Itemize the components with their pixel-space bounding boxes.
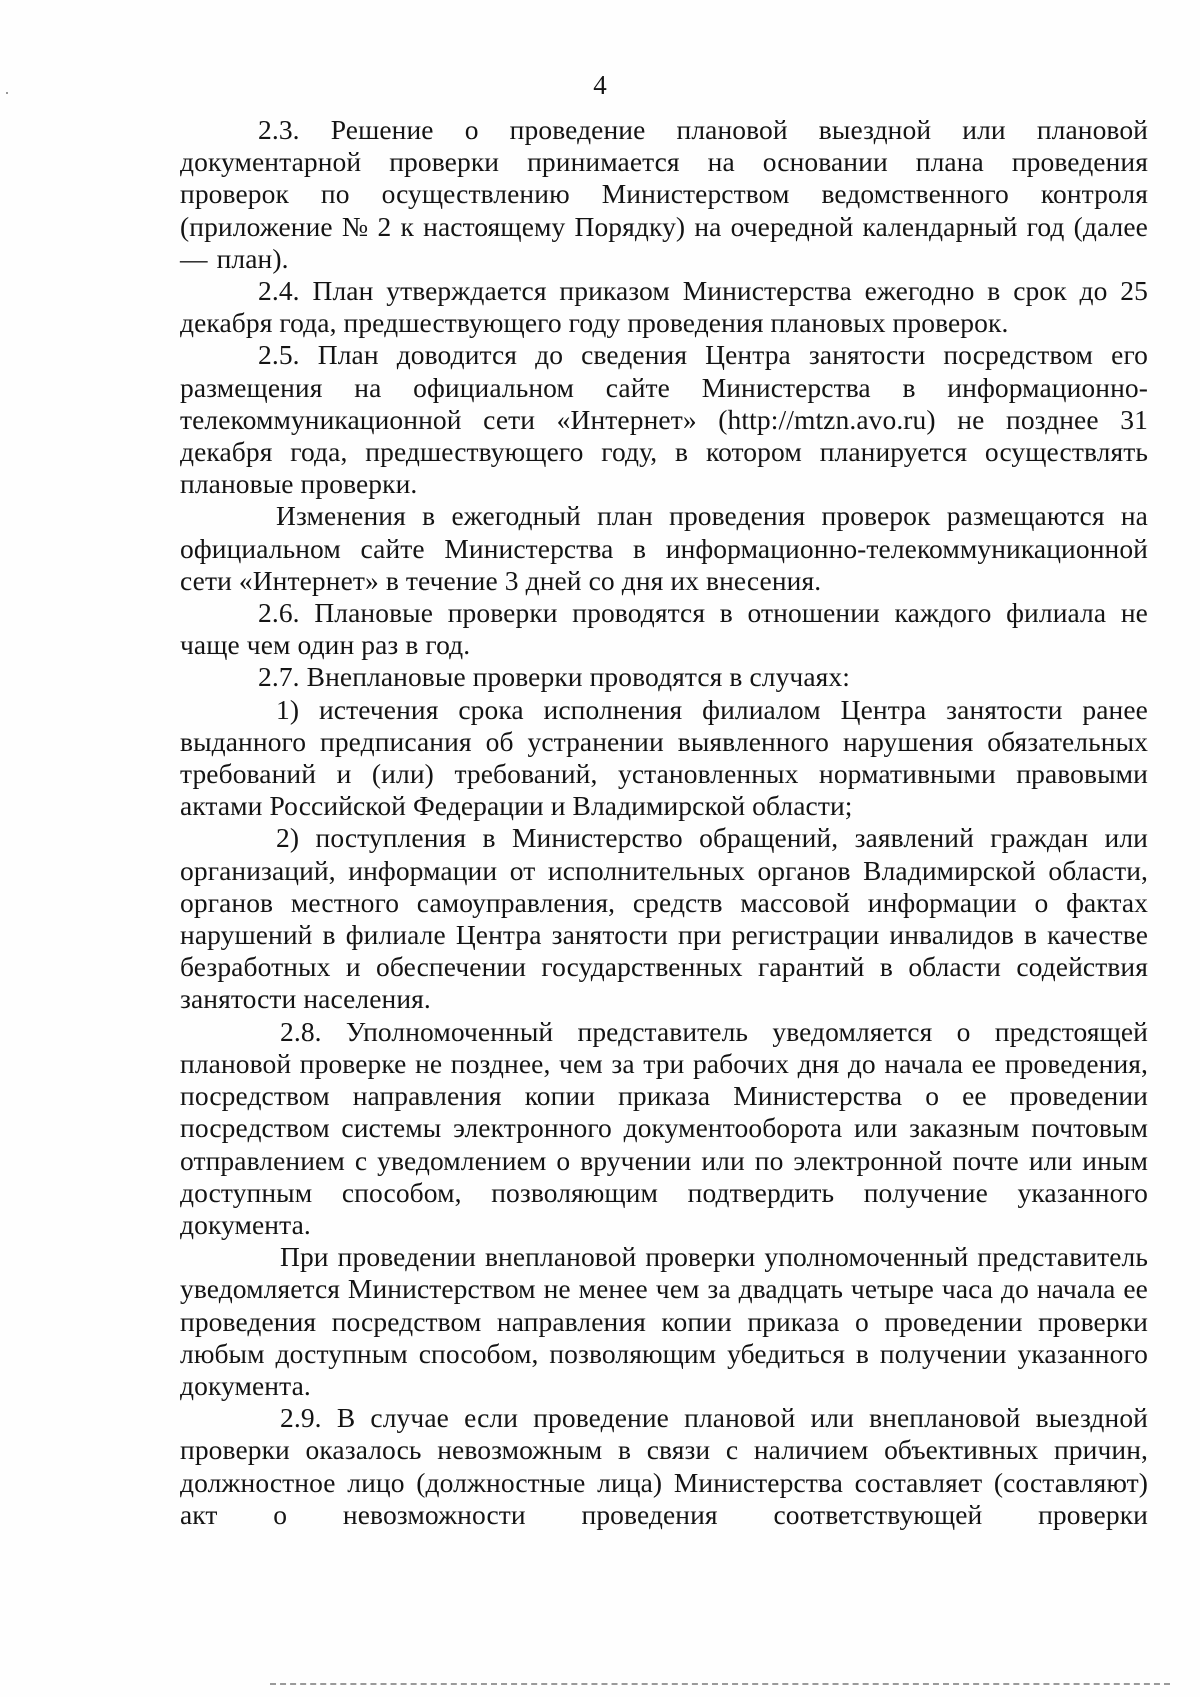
paragraph-2-7-item-1: 1) истечения срока исполнения филиалом Центра занятости ранее выданного предписания об устранении выявленного нарушения обязательных требований и (или) требований, установленных нормативными правовыми актами Российской Федерации и Владимирской области; <box>180 693 1148 822</box>
paragraph-2-5-changes: Изменения в ежегодный план проведения проверок размещаются на официальном сайте Министерства в информационно-телекоммуникационной сети «Интернет» в течение 3 дней со дня их внесения. <box>180 500 1148 596</box>
paragraph-2-5: 2.5. План доводится до сведения Центра занятости посредством его размещения на официальном сайте Министерства в информационно-телекоммуникационной сети «Интернет» (http://mtzn.avo.ru) не позднее 31 декабря года, предшествующего году, в котором планируется осуществлять плановые проверки. <box>180 339 1148 500</box>
paragraph-2-4: 2.4. План утверждается приказом Министерства ежегодно в срок до 25 декабря года, предшествующего году проведения плановых проверок. <box>180 275 1148 339</box>
paragraph-2-6: 2.6. Плановые проверки проводятся в отношении каждого филиала не чаще чем один раз в год. <box>180 597 1148 661</box>
page-number: 4 <box>593 70 607 100</box>
paragraph-2-7-item-2: 2) поступления в Министерство обращений, заявлений граждан или организаций, информации от исполнительных органов Владимирской области, органов местного самоуправления, средств массовой информации о фактах нарушений в филиале Центра занятости при регистрации инвалидов в качестве безработных и обеспечении государственных гарантий в области содействия занятости населения. <box>180 822 1148 1015</box>
paragraph-2-8: 2.8. Уполномоченный представитель уведомляется о предстоящей плановой проверке не позднее, чем за три рабочих дня до начала ее проведения, посредством направления копии приказа Министерства о ее проведении посредством системы электронного документооборота или заказным почтовым отправлением с уведомлением о вручении или по электронной почте или иным доступным способом, позволяющим подтвердить получение указанного документа. <box>180 1015 1148 1240</box>
paragraph-2-8-unplanned: При проведении внеплановой проверки уполномоченный представитель уведомляется Министерством не менее чем за двадцать четыре часа до начала ее проведения посредством направления копии приказа о проведении проверки любым доступным способом, позволяющим убедиться в получении указанного документа. <box>180 1241 1148 1401</box>
paragraph-2-9: 2.9. В случае если проведение плановой или внеплановой выездной проверки оказалось невозможным в связи с наличием объективных причин, должностное лицо (должностные лица) Министерства составляет (составляют) акт о невозможности проведения соответствующей проверки <box>180 1402 1148 1530</box>
paragraph-2-3: 2.3. Решение о проведение плановой выездной или плановой документарной проверки принимается на основании плана проведения проверок по осуществлению Министерством ведомственного контроля (приложение № 2 к настоящему Порядку) на очередной календарный год (далее — план). <box>180 114 1148 274</box>
paragraph-2-7: 2.7. Внеплановые проверки проводятся в случаях: <box>258 661 851 693</box>
document-body <box>180 114 1148 1531</box>
scan-bottom-edge-line <box>270 1683 1170 1685</box>
